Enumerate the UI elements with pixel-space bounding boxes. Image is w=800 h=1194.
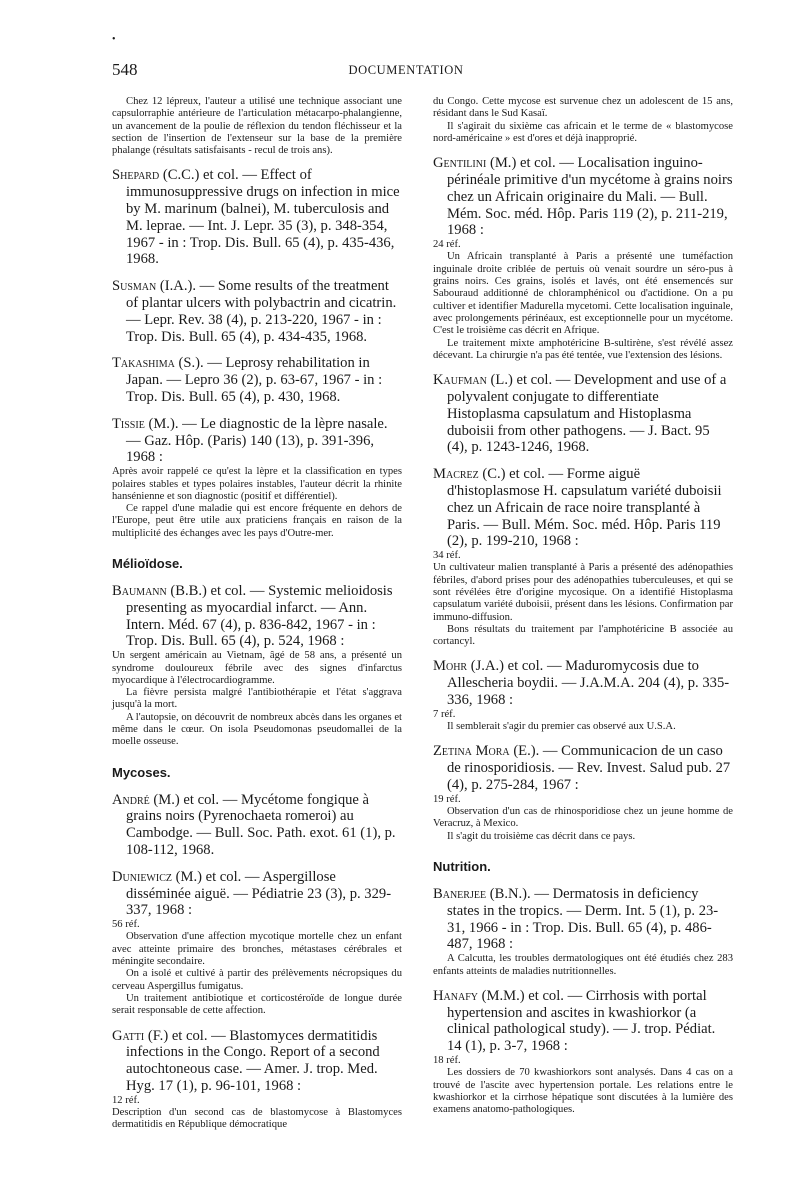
citation-text: (M.) et col. — Localisation inguino-périnéale primitive d'un mycétome à grains noirs chez un Africain originaire du Mali. — Bull. Mém. Soc. méd. Hôp. Paris 119 (2), p. 211-219, 1968 : — [447, 155, 733, 239]
right-column — [433, 96, 733, 1127]
entry-banerjee — [433, 886, 733, 978]
abstract-note: Ce rappel d'une maladie qui est encore fréquente en dehors de l'Europe, peut être utile aux praticiens français en raison de la multiplicité des échanges avec les pays d'Outre-mer. — [112, 503, 402, 539]
entry-gatti — [112, 1028, 402, 1132]
citation-text: (M.). — Le diagnostic de la lèpre nasale. — Gaz. Hôp. (Paris) 140 (13), p. 391-396, 1968 : — [126, 415, 388, 466]
citation-text: (B.B.) et col. — Systemic melioidosis presenting as myocardial infarct. — Ann. Intern. Méd. 67 (4), p. 836-842, 1967 - in : Trop. Dis. Bull. 65 (4), p. 524, 1968 : — [126, 583, 393, 650]
entry-kaufman — [433, 372, 733, 456]
abstract-note: Il s'agirait du sixième cas africain et le terme de « blastomycose nord-américaine » est d'ores et déjà inapproprié. — [433, 120, 733, 144]
section-title: Mycoses. — [112, 764, 171, 780]
author-name: Kaufman — [433, 372, 487, 389]
citation — [433, 466, 733, 550]
abstract-note: Observation d'un cas de rhinosporidiose chez un jeune homme de Veracruz, à Mexico. — [433, 806, 733, 830]
intro-note: Chez 12 lépreux, l'auteur a utilisé une technique associant une capsulorraphie antérieure de l'articulation métacarpo-phalangienne, un avancement de la poulie de réflexion du tendon fléchisseur et la section de l'insertion de l'extenseur sur la base de la première phalange (résultats satisfaisants - recul de trois ans). — [112, 96, 402, 157]
abstract-note: Un Africain transplanté à Paris a présenté une tuméfaction inguinale droite criblée de pertuis où venait sourdre un séro-pus à grains noirs. Ces grains, isolés et lavés, ont été ensemencés sur Sabouraud additionné de chloramphénicol ou d'actidione. On a pu cultiver et identifier Madurella mycetomi. Cette localisation inguinale, avec prolongements périnéaux, est exceptionnelle pour un mycétome. C'est le troisième cas décrit en Afrique. — [433, 251, 733, 337]
abstract-note: A l'autopsie, on découvrit de nombreux abcès dans les organes et même dans le cœur. On isola Pseudomonas pseudomallei de la moelle osseuse. — [112, 711, 402, 748]
abstract-note: Il semblerait s'agir du premier cas observé aux U.S.A. — [447, 721, 676, 733]
author-name: Tissie — [112, 415, 145, 432]
abstract-note: Description d'un second cas de blastomycose à Blastomyces dermatitidis en République démocratique — [112, 1107, 402, 1131]
citation — [112, 869, 402, 919]
entry-hanafy — [433, 988, 733, 1117]
abstract-note: Observation d'une affection mycotique mortelle chez un enfant avec atteinte primaire des bronches, métastases cérébrales et méningite secondaire. — [112, 931, 402, 968]
entry-tissie — [112, 416, 402, 540]
abstract-note: Les dossiers de 70 kwashiorkors sont analysés. Dans 4 cas on a trouvé de l'ascite avec hypertension portale. Les relations entre le kwashiorkor et la cirrhose hépatique sont discutées à la lumière des examens anatomo-pathologiques. — [433, 1067, 733, 1116]
abstract-note: du Congo. Cette mycose est survenue chez un adolescent de 15 ans, résidant dans le Sud Kasaï. — [433, 96, 733, 120]
reference-count: 24 réf. — [433, 239, 461, 251]
citation — [112, 1028, 402, 1095]
author-name: Zetina Mora — [433, 743, 510, 760]
continued-entry — [433, 96, 733, 145]
abstract-note: Il s'agit du troisième cas décrit dans ce pays. — [447, 830, 636, 842]
citation — [112, 355, 402, 405]
author-name: Mohr — [433, 658, 468, 675]
citation-text: (J.A.) et col. — Maduromycosis due to Allescheria boydii. — J.A.M.A. 204 (4), p. 335-336, 1968 : — [447, 658, 730, 709]
citation-text: (M.) et col. — Mycétome fongique à grains noirs (Pyrenochaeta romeroi) au Cambodge. — Bull. Soc. Path. exot. 61 (1), p. 108-112, 1968. — [126, 791, 396, 858]
page-header — [112, 60, 700, 82]
entry-takashima — [112, 355, 402, 405]
citation-text: (L.) et col. — Development and use of a polyvalent conjugate to differentiate Histoplasma capsulatum and Histoplasma duboisii from other pathogens. — J. Bact. 95 (4), p. 1243-1246, 1968. — [447, 372, 727, 456]
abstract-note: On a isolé et cultivé à partir des prélèvements nécropsiques du cerveau Aspergillus fumigatus. — [112, 968, 402, 992]
reference-count: 34 réf. — [433, 550, 461, 562]
citation — [433, 988, 733, 1055]
running-head: DOCUMENTATION — [348, 63, 464, 77]
author-name: Susman — [112, 278, 157, 295]
citation — [433, 658, 733, 708]
abstract-note: Après avoir rappelé ce qu'est la lèpre et la classification en types polaires stables et types polaires instables, l'auteur décrit la rhinite hansénienne et son diagnostic (positif et différentiel). — [112, 466, 402, 502]
citation-text: (M.) et col. — Aspergillose disséminée aiguë. — Pédiatrie 23 (3), p. 329-337, 1968 : — [126, 868, 392, 919]
citation-text: (M.M.) et col. — Cirrhosis with portal hypertension and ascites in kwashiorkor (a clinical pathological study). — J. trop. Pédiat. 14 (1), p. 3-7, 1968 : — [447, 987, 716, 1055]
citation-text: (F.) et col. — Blastomyces dermatitidis infections in the Congo. Report of a second autochtoneous case. — Amer. J. trop. Med. Hyg. 17 (1), p. 96-101, 1968 : — [126, 1027, 380, 1094]
entry-mohr — [433, 658, 733, 733]
page-mark: • — [112, 34, 116, 45]
entry-gentilini — [433, 155, 733, 362]
citation-text: (I.A.). — Some results of the treatment of plantar ulcers with polybactrin and cicatrin. — Lepr. Rev. 38 (4), p. 213-220, 1967 - in : Trop. Dis. Bull. 65 (4), p. 434-435, 1968. — [126, 278, 397, 345]
author-name: Hanafy — [433, 987, 478, 1004]
author-name: Macrez — [433, 466, 479, 483]
citation — [112, 167, 402, 268]
abstract-note: A Calcutta, les troubles dermatologiques ont été étudiés chez 283 enfants atteints de maladies nutritionnelles. — [433, 953, 733, 977]
abstract-note: Bons résultats du traitement par l'amphotéricine B associée au cortancyl. — [433, 623, 733, 648]
author-name: Gatti — [112, 1027, 145, 1044]
citation — [433, 743, 733, 793]
reference-count: 19 réf. — [433, 793, 461, 805]
entry-susman — [112, 278, 402, 345]
abstract-note: Un cultivateur malien transplanté à Paris a présenté des adénopathies fébriles, d'abord prises pour des adénopathies tuberculeuses, et qui se sont révélées être d'origine mycosique. On a identifié Histoplasma capsulatum variété duboisii, présent dans les lésions. Confirmation par immuno-diffusion. — [433, 562, 733, 623]
entry-duniewicz — [112, 869, 402, 1018]
abstract-note: La fièvre persista malgré l'antibiothérapie et l'état s'aggrava jusqu'à la mort. — [112, 687, 402, 711]
citation-text: (B.N.). — Dermatosis in deficiency states in the tropics. — Derm. Int. 5 (1), p. 23-31, 1966 - in : Trop. Dis. Bull. 65 (4), p. 486-487, 1968 : — [447, 886, 719, 953]
author-name: Duniewicz — [112, 868, 172, 885]
page-number: 548 — [112, 60, 138, 79]
citation — [112, 416, 402, 466]
citation — [433, 886, 733, 953]
citation-text: (E.). — Communicacion de un caso de rinosporidiosis. — Rev. Invest. Salud pub. 27 (4), p. 275-284, 1967 : — [447, 743, 731, 794]
entry-andre — [112, 792, 402, 859]
reference-count: 7 réf. — [433, 708, 456, 720]
author-name: Shepard — [112, 167, 160, 184]
author-name: André — [112, 791, 150, 808]
citation — [112, 278, 402, 345]
reference-count: 12 réf. — [112, 1094, 140, 1106]
left-column — [112, 96, 402, 1142]
author-name: Gentilini — [433, 155, 487, 172]
abstract-note: Un traitement antibiotique et corticostéroïde de longue durée serait responsable de cette affection. — [112, 992, 402, 1017]
reference-count: 56 réf. — [112, 919, 140, 931]
citation — [433, 155, 733, 239]
author-name: Takashima — [112, 355, 175, 372]
abstract-note: Un sergent américain au Vietnam, âgé de 58 ans, a présenté un syndrome douloureux fébrile avec des signes d'infarctus myocardique à l'électrocardiogramme. — [112, 650, 402, 686]
abstract-note: Le traitement mixte amphotéricine B-sultirène, s'est révélé assez décevant. La chirurgie n'a pas été tentée, vue l'extension des lésions. — [433, 337, 733, 361]
citation — [433, 372, 733, 456]
entry-baumann — [112, 583, 402, 749]
entry-shepard — [112, 167, 402, 268]
citation-text: (C.C.) et col. — Effect of immunosuppressive drugs on infection in mice by M. marinum (balnei), M. tuberculosis and M. leprae. — Int. J. Lepr. 35 (3), p. 348-354, 1967 - in : Trop. Dis. Bull. 65 (4), p. 435-436, 1968. — [126, 167, 400, 268]
intro-entry — [112, 96, 402, 157]
author-name: Baumann — [112, 583, 167, 600]
citation-text: (S.). — Leprosy rehabilitation in Japan. — Lepro 36 (2), p. 63-67, 1967 - in : Trop. Dis. Bull. 65 (4), p. 430, 1968. — [126, 355, 383, 406]
section-title: Nutrition. — [433, 859, 491, 875]
citation — [112, 792, 402, 859]
reference-count: 18 réf. — [433, 1055, 461, 1067]
citation-text: (C.) et col. — Forme aiguë d'histoplasmose H. capsulatum variété duboisii chez un Africain de race noire transplanté à Paris. — Bull. Mém. Soc. méd. Hôp. Paris 119 (2), p. 199-210, 1968 : — [447, 466, 722, 550]
entry-zetina — [433, 743, 733, 843]
section-title: Mélioïdose. — [112, 556, 183, 572]
citation — [112, 583, 402, 650]
author-name: Banerjee — [433, 886, 487, 903]
entry-macrez — [433, 466, 733, 648]
